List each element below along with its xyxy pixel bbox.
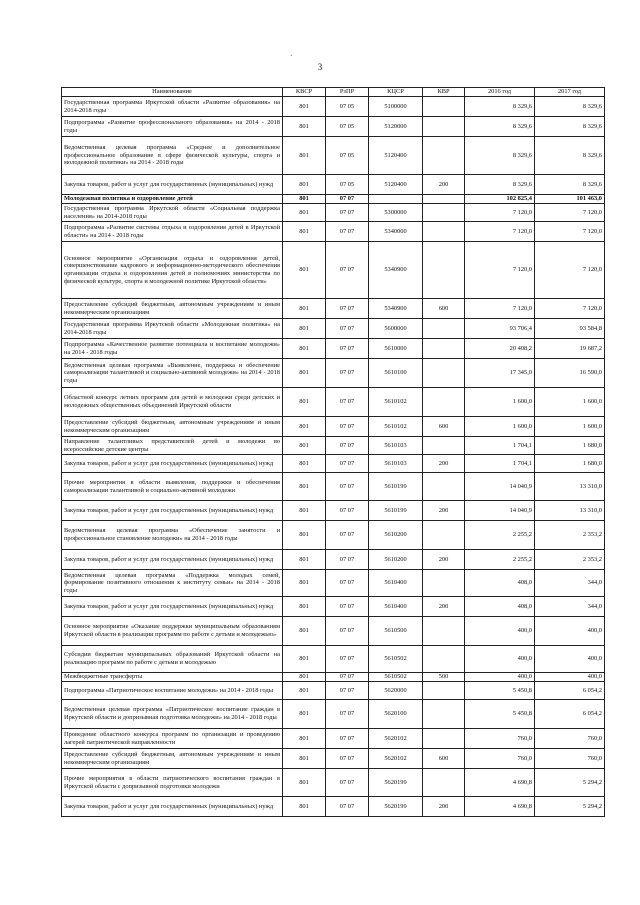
row-name: Государственная программа Иркутской области «Молодежная политика» на 2014-2018 годы — [62, 319, 283, 339]
row-kvr — [423, 769, 465, 797]
row-name: Прочие мероприятия в области патриотического воспитания граждан в Иркутской области с допризывной подготовки молодежи — [62, 769, 283, 797]
table-row — [62, 673, 605, 682]
row-kcsr: 5610102 — [369, 388, 423, 417]
table-row — [62, 769, 605, 797]
row-kvsr: 801 — [283, 299, 326, 319]
row-kvr: 600 — [423, 299, 465, 319]
table-row — [62, 437, 605, 455]
row-kcsr: 5600000 — [369, 319, 423, 339]
row-value-2016: 17 345,0 — [465, 359, 535, 388]
row-kvsr: 801 — [283, 242, 326, 299]
row-kvr: 600 — [423, 417, 465, 437]
row-value-2016: 408,0 — [465, 597, 535, 617]
row-value-2016: 1 600,0 — [465, 388, 535, 417]
header-row — [62, 88, 605, 97]
row-value-2017: 760,0 — [535, 749, 605, 769]
scan-dot: · — [290, 52, 293, 60]
table-row — [62, 175, 605, 195]
row-name: Проведение областного конкурса программ по организации и проведению лагерей патриотической направленности — [62, 729, 283, 749]
row-value-2017: 5 294,2 — [535, 769, 605, 797]
row-rzpr: 07 05 — [326, 137, 369, 175]
row-rzpr: 07 07 — [326, 729, 369, 749]
row-kvr — [423, 521, 465, 550]
row-value-2017: 400,0 — [535, 617, 605, 646]
row-value-2017: 7 120,0 — [535, 204, 605, 222]
header-name: Наименование — [62, 88, 283, 97]
row-kvr — [423, 242, 465, 299]
row-kvsr: 801 — [283, 204, 326, 222]
row-kcsr: 5620102 — [369, 729, 423, 749]
row-name: Закупка товаров, работ и услуг для государственных (муниципальных) нужд — [62, 597, 283, 617]
row-kvr — [423, 729, 465, 749]
row-name: Закупка товаров, работ и услуг для государственных (муниципальных) нужд — [62, 550, 283, 570]
table-row — [62, 299, 605, 319]
row-rzpr: 07 05 — [326, 117, 369, 137]
row-value-2016: 20 408,2 — [465, 339, 535, 359]
row-value-2016: 102 825,4 — [465, 195, 535, 204]
row-rzpr: 07 07 — [326, 550, 369, 570]
row-rzpr: 07 07 — [326, 242, 369, 299]
row-name: Межбюджетные трансферты — [62, 673, 283, 682]
row-value-2017: 400,0 — [535, 646, 605, 673]
row-kvsr: 801 — [283, 195, 326, 204]
row-kvr — [423, 339, 465, 359]
row-kcsr: 5620102 — [369, 749, 423, 769]
row-name: Предоставление субсидий бюджетным, автономным учреждениям и иным некоммерческим организациям — [62, 749, 283, 769]
row-kcsr — [369, 195, 423, 204]
row-kvr: 500 — [423, 673, 465, 682]
row-value-2016: 400,0 — [465, 617, 535, 646]
row-name: Ведомственная целевая программа «Среднее и дополнительное профессиональное образование в сфере физической культуры, спорта и молодежной политики» на 2014 - 2018 годы — [62, 137, 283, 175]
row-name: Государственная программа Иркутской области «Социальная поддержка населения» на 2014-2018 годы — [62, 204, 283, 222]
row-value-2016: 4 690,8 — [465, 769, 535, 797]
row-value-2016: 760,0 — [465, 729, 535, 749]
row-kvr — [423, 222, 465, 242]
table-header — [62, 88, 605, 97]
row-rzpr: 07 07 — [326, 455, 369, 473]
row-rzpr: 07 05 — [326, 97, 369, 117]
row-rzpr: 07 07 — [326, 682, 369, 700]
row-kvsr: 801 — [283, 97, 326, 117]
row-value-2016: 8 329,6 — [465, 175, 535, 195]
row-value-2017: 7 120,0 — [535, 242, 605, 299]
row-kvsr: 801 — [283, 682, 326, 700]
table-row — [62, 682, 605, 700]
table-row — [62, 204, 605, 222]
row-kcsr: 5610502 — [369, 646, 423, 673]
row-name: Ведомственная целевая программа «Поддержка молодых семей, формирование позитивного отношения к институту семьи» на 2014 - 2018 годы — [62, 570, 283, 597]
row-value-2016: 93 706,4 — [465, 319, 535, 339]
row-rzpr: 07 07 — [326, 339, 369, 359]
row-kvsr: 801 — [283, 597, 326, 617]
row-kcsr: 5610102 — [369, 417, 423, 437]
row-value-2016: 8 329,6 — [465, 97, 535, 117]
row-value-2016: 1 704,1 — [465, 455, 535, 473]
row-value-2016: 8 329,6 — [465, 117, 535, 137]
row-name: Закупка товаров, работ и услуг для государственных (муниципальных) нужд — [62, 501, 283, 521]
row-kvsr: 801 — [283, 700, 326, 729]
header-2016: 2016 год — [465, 88, 535, 97]
row-value-2017: 5 294,2 — [535, 797, 605, 817]
row-value-2017: 1 680,0 — [535, 455, 605, 473]
row-value-2017: 19 687,2 — [535, 339, 605, 359]
row-kvsr: 801 — [283, 437, 326, 455]
row-value-2017: 1 600,0 — [535, 417, 605, 437]
row-value-2017: 7 120,0 — [535, 299, 605, 319]
row-value-2016: 408,0 — [465, 570, 535, 597]
table-row — [62, 570, 605, 597]
row-rzpr: 07 07 — [326, 222, 369, 242]
row-kvsr: 801 — [283, 617, 326, 646]
row-kvr — [423, 359, 465, 388]
page-number: 3 — [317, 62, 323, 72]
row-kvr: 200 — [423, 455, 465, 473]
header-rzpr: РзПР — [326, 88, 369, 97]
table-row — [62, 617, 605, 646]
row-kvsr: 801 — [283, 222, 326, 242]
table-row — [62, 473, 605, 501]
row-kcsr: 5620199 — [369, 769, 423, 797]
row-value-2017: 8 329,6 — [535, 117, 605, 137]
row-value-2016: 7 120,0 — [465, 242, 535, 299]
row-kcsr: 5610199 — [369, 501, 423, 521]
row-rzpr: 07 07 — [326, 204, 369, 222]
table-row — [62, 417, 605, 437]
row-kcsr: 5620000 — [369, 682, 423, 700]
table-row — [62, 359, 605, 388]
row-name: Закупка товаров, работ и услуг для государственных (муниципальных) нужд — [62, 455, 283, 473]
row-value-2016: 400,0 — [465, 646, 535, 673]
row-rzpr: 07 07 — [326, 501, 369, 521]
row-kcsr: 5120000 — [369, 117, 423, 137]
row-kcsr: 5610400 — [369, 597, 423, 617]
row-value-2017: 1 600,0 — [535, 388, 605, 417]
row-name: Предоставление субсидий бюджетным, автономным учреждениям и иным некоммерческим организациям — [62, 417, 283, 437]
row-kvr: 200 — [423, 797, 465, 817]
row-name: Закупка товаров, работ и услуг для государственных (муниципальных) нужд — [62, 797, 283, 817]
row-kcsr: 5340000 — [369, 222, 423, 242]
row-rzpr: 07 07 — [326, 797, 369, 817]
row-kcsr: 5610200 — [369, 550, 423, 570]
header-kvr: КВР — [423, 88, 465, 97]
row-kcsr: 5620100 — [369, 700, 423, 729]
row-kvr — [423, 700, 465, 729]
row-kcsr: 5340900 — [369, 242, 423, 299]
row-name: Молодежная политика и оздоровление детей — [62, 195, 283, 204]
row-value-2016: 1 600,0 — [465, 417, 535, 437]
row-kcsr: 5610103 — [369, 455, 423, 473]
table-row — [62, 97, 605, 117]
table-row — [62, 501, 605, 521]
row-kcsr: 5340900 — [369, 299, 423, 319]
row-value-2016: 760,0 — [465, 749, 535, 769]
row-kvsr: 801 — [283, 455, 326, 473]
row-kvr — [423, 319, 465, 339]
row-value-2017: 400,0 — [535, 673, 605, 682]
table-row — [62, 797, 605, 817]
row-kvsr: 801 — [283, 319, 326, 339]
table-row — [62, 242, 605, 299]
row-rzpr: 07 07 — [326, 388, 369, 417]
row-name: Ведомственная целевая программа «Патриотическое воспитание граждан в Иркутской области и допризывная подготовка молодежи» на 2014 - 2018 годы — [62, 700, 283, 729]
row-value-2016: 2 255,2 — [465, 521, 535, 550]
row-kvsr: 801 — [283, 550, 326, 570]
row-rzpr: 07 07 — [326, 319, 369, 339]
header-kvsr: КВСР — [283, 88, 326, 97]
row-kvr — [423, 617, 465, 646]
row-name: Ведомственная целевая программа «Выявление, поддержка и обеспечение самореализации талантливой и социально-активной молодежи» на 2014 - 2018 годы — [62, 359, 283, 388]
row-value-2016: 400,0 — [465, 673, 535, 682]
row-name: Прочие мероприятия в области выявления, поддержки и обеспечения самореализации талантливой и социально-активной молодежи — [62, 473, 283, 501]
row-rzpr: 07 07 — [326, 749, 369, 769]
row-value-2017: 101 463,0 — [535, 195, 605, 204]
row-kvr: 200 — [423, 501, 465, 521]
row-rzpr: 07 07 — [326, 437, 369, 455]
row-rzpr: 07 07 — [326, 195, 369, 204]
row-name: Подпрограмма «Развитие профессионального образования» на 2014 - 2018 годы — [62, 117, 283, 137]
row-kcsr: 5610502 — [369, 673, 423, 682]
row-kvr: 600 — [423, 749, 465, 769]
table-row — [62, 700, 605, 729]
table-row — [62, 729, 605, 749]
row-kcsr: 5300000 — [369, 204, 423, 222]
row-rzpr: 07 07 — [326, 617, 369, 646]
row-kvr: 200 — [423, 175, 465, 195]
table-row — [62, 521, 605, 550]
row-kcsr: 5610400 — [369, 570, 423, 597]
header-2017: 2017 год — [535, 88, 605, 97]
row-kvr — [423, 137, 465, 175]
row-name: Основное мероприятие «Оказание поддержки муниципальным образованиям Иркутской области в реализации программ по работе с детьми и молодежью» — [62, 617, 283, 646]
row-kvr — [423, 473, 465, 501]
header-kcsr: КЦСР — [369, 88, 423, 97]
row-kvsr: 801 — [283, 749, 326, 769]
row-rzpr: 07 05 — [326, 175, 369, 195]
row-kvsr: 801 — [283, 175, 326, 195]
row-name: Подпрограмма «Развитие системы отдыха и оздоровления детей в Иркутской области» на 2014 - 2018 годы — [62, 222, 283, 242]
row-value-2016: 7 120,0 — [465, 299, 535, 319]
row-kvsr: 801 — [283, 137, 326, 175]
row-value-2016: 2 255,2 — [465, 550, 535, 570]
row-kcsr: 5610103 — [369, 437, 423, 455]
row-value-2017: 2 353,2 — [535, 521, 605, 550]
table-body — [62, 97, 605, 817]
budget-table — [61, 87, 605, 817]
row-name: Областной конкурс летних программ для детей и молодежи среди детских и молодежных общественных объединений Иркутской области — [62, 388, 283, 417]
row-rzpr: 07 07 — [326, 359, 369, 388]
row-name: Основное мероприятие «Организация отдыха и оздоровления детей, совершенствование кадрового и информационно-методического обеспечения организации отдыха и оздоровления детей в полномочиях министерства по физической культуре, спорта и молодежной политике Иркутской области» — [62, 242, 283, 299]
row-value-2017: 16 590,0 — [535, 359, 605, 388]
row-kvr — [423, 388, 465, 417]
table-row — [62, 319, 605, 339]
row-rzpr: 07 07 — [326, 769, 369, 797]
row-rzpr: 07 07 — [326, 299, 369, 319]
row-value-2016: 5 450,8 — [465, 682, 535, 700]
row-kcsr: 5610000 — [369, 339, 423, 359]
row-kvsr: 801 — [283, 359, 326, 388]
row-kcsr: 5620199 — [369, 797, 423, 817]
table-row — [62, 550, 605, 570]
row-kcsr: 5120400 — [369, 175, 423, 195]
row-kcsr: 5610200 — [369, 521, 423, 550]
row-kvr — [423, 204, 465, 222]
row-value-2017: 6 054,2 — [535, 682, 605, 700]
row-value-2016: 7 120,0 — [465, 204, 535, 222]
table-row — [62, 749, 605, 769]
row-rzpr: 07 07 — [326, 521, 369, 550]
row-value-2016: 4 690,8 — [465, 797, 535, 817]
row-value-2017: 7 120,0 — [535, 222, 605, 242]
row-kvr — [423, 682, 465, 700]
row-kcsr: 5610500 — [369, 617, 423, 646]
row-value-2016: 14 040,9 — [465, 473, 535, 501]
row-value-2016: 8 329,6 — [465, 137, 535, 175]
row-name: Закупка товаров, работ и услуг для государственных (муниципальных) нужд — [62, 175, 283, 195]
row-value-2017: 8 329,6 — [535, 97, 605, 117]
row-kvsr: 801 — [283, 473, 326, 501]
row-rzpr: 07 07 — [326, 673, 369, 682]
row-kcsr: 5610199 — [369, 473, 423, 501]
table-row — [62, 137, 605, 175]
row-rzpr: 07 07 — [326, 597, 369, 617]
row-name: Подпрограмма «Качественное развитие потенциала и воспитание молодежи» на 2014 - 2018 годы — [62, 339, 283, 359]
row-value-2017: 8 329,6 — [535, 137, 605, 175]
row-rzpr: 07 07 — [326, 646, 369, 673]
row-kcsr: 5120400 — [369, 137, 423, 175]
table-row — [62, 195, 605, 204]
row-kvsr: 801 — [283, 729, 326, 749]
row-kvr — [423, 195, 465, 204]
row-value-2016: 7 120,0 — [465, 222, 535, 242]
table-row — [62, 339, 605, 359]
row-kvsr: 801 — [283, 646, 326, 673]
row-value-2017: 760,0 — [535, 729, 605, 749]
row-value-2017: 93 584,8 — [535, 319, 605, 339]
row-kvsr: 801 — [283, 417, 326, 437]
row-kvsr: 801 — [283, 570, 326, 597]
row-kvr — [423, 570, 465, 597]
row-kvsr: 801 — [283, 769, 326, 797]
table-row — [62, 117, 605, 137]
row-name: Ведомственная целевая программа «Обеспечение занятости и профессиональное становление молодежи» на 2014 - 2018 годы — [62, 521, 283, 550]
row-rzpr: 07 07 — [326, 473, 369, 501]
row-value-2017: 2 353,2 — [535, 550, 605, 570]
row-kvsr: 801 — [283, 339, 326, 359]
row-kvr — [423, 117, 465, 137]
row-name: Субсидии бюджетам муниципальных образований Иркутской области на реализацию программ по работе с детьми и молодежью — [62, 646, 283, 673]
row-kvr: 200 — [423, 597, 465, 617]
row-rzpr: 07 07 — [326, 700, 369, 729]
row-value-2016: 1 704,1 — [465, 437, 535, 455]
row-kcsr: 5100000 — [369, 97, 423, 117]
row-name: Подпрограмма «Патриотическое воспитание молодежи» на 2014 - 2018 годы — [62, 682, 283, 700]
row-kvr — [423, 646, 465, 673]
row-kvr: 200 — [423, 550, 465, 570]
row-kvsr: 801 — [283, 117, 326, 137]
row-rzpr: 07 07 — [326, 417, 369, 437]
row-value-2017: 344,0 — [535, 570, 605, 597]
row-value-2017: 13 310,0 — [535, 501, 605, 521]
row-kvsr: 801 — [283, 501, 326, 521]
row-value-2017: 8 329,6 — [535, 175, 605, 195]
table-row — [62, 646, 605, 673]
row-value-2017: 344,0 — [535, 597, 605, 617]
table-row — [62, 388, 605, 417]
row-name: Государственная программа Иркутской области «Развитие образования» на 2014-2018 годы — [62, 97, 283, 117]
row-name: Предоставление субсидий бюджетным, автономным учреждениям и иным некоммерческим организациям — [62, 299, 283, 319]
row-kvsr: 801 — [283, 797, 326, 817]
row-kvsr: 801 — [283, 673, 326, 682]
row-rzpr: 07 07 — [326, 570, 369, 597]
row-value-2017: 1 680,0 — [535, 437, 605, 455]
row-kcsr: 5610100 — [369, 359, 423, 388]
row-kvsr: 801 — [283, 521, 326, 550]
row-kvr — [423, 437, 465, 455]
row-value-2016: 14 040,9 — [465, 501, 535, 521]
row-value-2017: 13 310,0 — [535, 473, 605, 501]
table-row — [62, 597, 605, 617]
table-row — [62, 222, 605, 242]
row-value-2017: 6 054,2 — [535, 700, 605, 729]
row-value-2016: 5 450,8 — [465, 700, 535, 729]
row-kvr — [423, 97, 465, 117]
row-kvsr: 801 — [283, 388, 326, 417]
row-name: Направление талантливых представителей детей и молодежи во всероссийские детские центры — [62, 437, 283, 455]
table-row — [62, 455, 605, 473]
